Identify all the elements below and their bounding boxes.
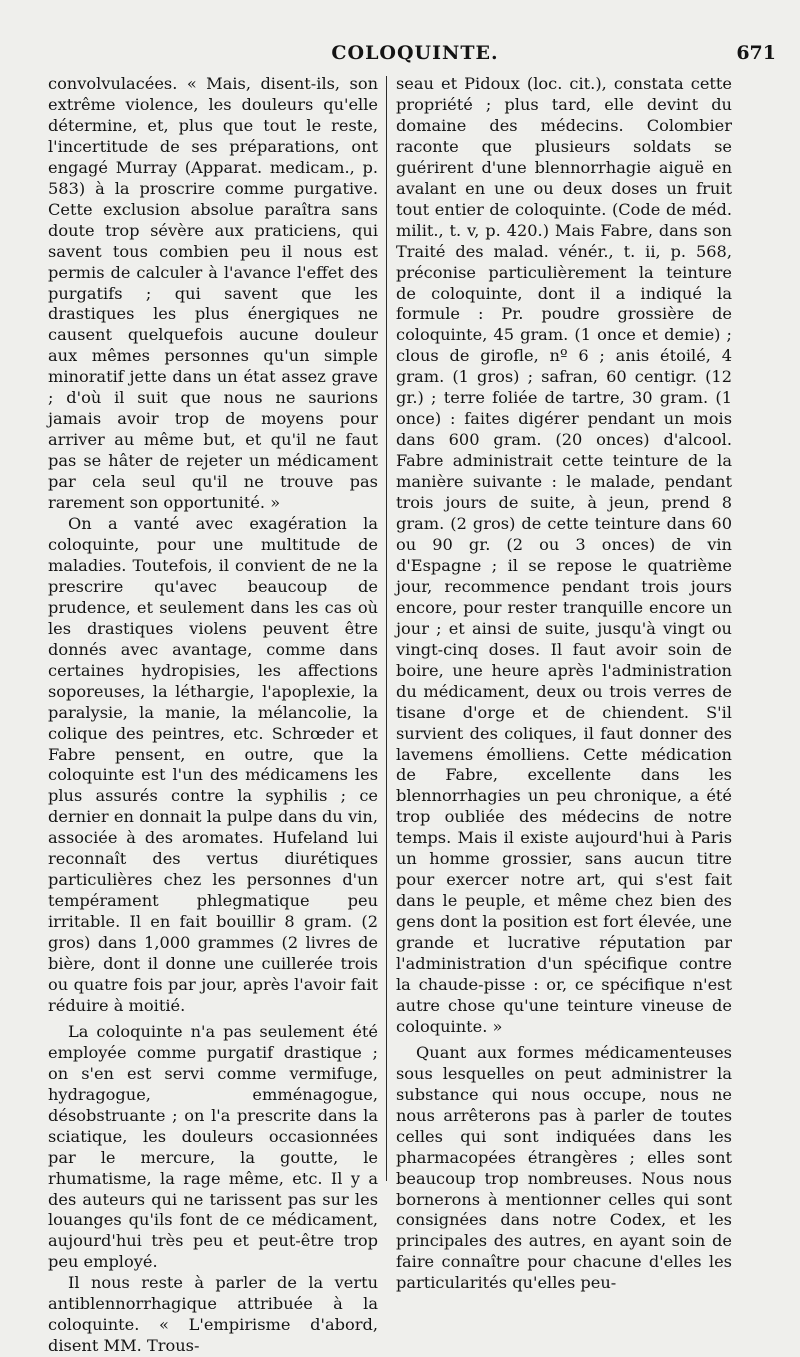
paragraph: Il nous reste à parler de la vertu antiblennorrhagique attribuée à la coloquinte. « L'empirisme d'abord, disent MM. Trous- [48,1273,378,1356]
paragraph: La coloquinte n'a pas seulement été employée comme purgatif drastique ; on s'en est servi comme vermifuge, hydragogue, emménagogue, désobstruante ; on l'a prescrite dans la sciatique, les douleurs occasionnées par le mercure, la goutte, le rhumatisme, la rage même, etc. Il y a des auteurs qui ne tarissent pas sur les louanges qu'ils font de ce médicament, aujourd'hui très peu et peut-être trop peu employé. [48,1021,378,1272]
paragraph: On a vanté avec exagération la coloquinte, pour une multitude de maladies. Toutefois, il convient de ne la prescrire qu'avec beaucoup de prudence, et seulement dans les cas où les drastiques violens peuvent être donnés avec avantage, comme dans certaines hydropisies, les affections soporeuses, la léthargie, l'apoplexie, la paralysie, la manie, la mélancolie, la colique des peintres, etc. Schrœder et Fabre pensent, en outre, que la coloquinte est l'un des médicamens les plus assurés contre la syphilis ; ce dernier en donnait la pulpe dans du vin, associée à des aromates. Hufeland lui reconnaît des vertus diurétiques particulières chez les personnes d'un tempérament phlegmatique peu irritable. Il en fait bouillir 8 gram. (2 gros) dans 1,000 grammes (2 livres de bière, dont il donne une cuillerée trois ou quatre fois par jour, après l'avoir fait réduire à moitié. [48,514,378,1015]
paragraph: convolvulacées. « Mais, disent-ils, son extrême violence, les douleurs qu'elle détermine, et, plus que tout le reste, l'incertitude de ses préparations, ont engagé Murray (Apparat. medicam., p. 583) à la proscrire comme purgative. Cette exclusion absolue paraîtra sans doute trop sévère aux praticiens, qui savent tous combien peu il nous est permis de calculer à l'avance l'effet des purgatifs ; qui savent que les drastiques les plus énergiques ne causent quelquefois aucune douleur aux mêmes personnes qu'un simple minoratif jette dans un état assez grave ; d'où il suit que nous ne saurions jamais avoir trop de moyens pour arriver au même but, et qu'il ne faut pas se hâter de rejeter un médicament par cela seul qu'il ne trouve pas rarement son opportunité. » [48,74,378,513]
left-column [48,74,378,1357]
column-divider [386,76,387,1181]
paragraph: seau et Pidoux (loc. cit.), constata cette propriété ; plus tard, elle devint du domaine des médecins. Colombier raconte que plusieurs soldats se guérirent d'une blennorrhagie aiguë en avalant en une ou deux doses un fruit tout entier de coloquinte. (Code de méd. milit., t. v, p. 420.) Mais Fabre, dans son Traité des malad. vénér., t. ii, p. 568, préconise particulièrement la teinture de coloquinte, dont il a indiqué la formule : Pr. poudre grossière de coloquinte, 45 gram. (1 once et demie) ; clous de girofle, nº 6 ; anis étoilé, 4 gram. (1 gros) ; safran, 60 centigr. (12 gr.) ; terre foliée de tartre, 30 gram. (1 once) : faites digérer pendant un mois dans 600 gram. (20 onces) d'alcool. Fabre administrait cette teinture de la manière suivante : le malade, pendant trois jours de suite, à jeun, prend 8 gram. (2 gros) de cette teinture dans 60 ou 90 gr. (2 ou 3 onces) de vin d'Espagne ; il se repose le quatrième jour, recommence pendant trois jours encore, pour rester tranquille encore un jour ; et ainsi de suite, jusqu'à vingt ou vingt-cinq doses. Il faut avoir soin de boire, une heure après l'administration du médicament, deux ou trois verres de tisane d'orge et de chiendent. S'il survient des coliques, il faut donner des lavemens émolliens. Cette médication de Fabre, excellente dans les blennorrhagies un peu chronique, a été trop oubliée des médecins de notre temps. Mais il existe aujourd'hui à Paris un homme grossier, sans aucun titre pour exercer notre art, qui s'est fait dans le peuple, et même chez bien des gens dont la position est fort élevée, une grande et lucrative réputation par l'administration d'un spécifique contre la chaude-pisse : or, ce spécifique n'est autre chose qu'une teinture vineuse de coloquinte. » [396,74,732,1036]
page-header [48,42,782,68]
page-number: 671 [736,42,776,64]
paragraph: Quant aux formes médicamenteuses sous lesquelles on peut administrer la substance qui nous occupe, nous ne nous arrêterons pas à parler de toutes celles qui sont indiquées dans les pharmacopées étrangères ; elles sont beaucoup trop nombreuses. Nous nous bornerons à mentionner celles qui sont consignées dans notre Codex, et les principales des autres, en ayant soin de faire connaître pour chacune d'elles les particularités qu'elles peu- [396,1042,732,1293]
right-column [396,74,732,1294]
running-title: COLOQUINTE. [331,42,499,64]
